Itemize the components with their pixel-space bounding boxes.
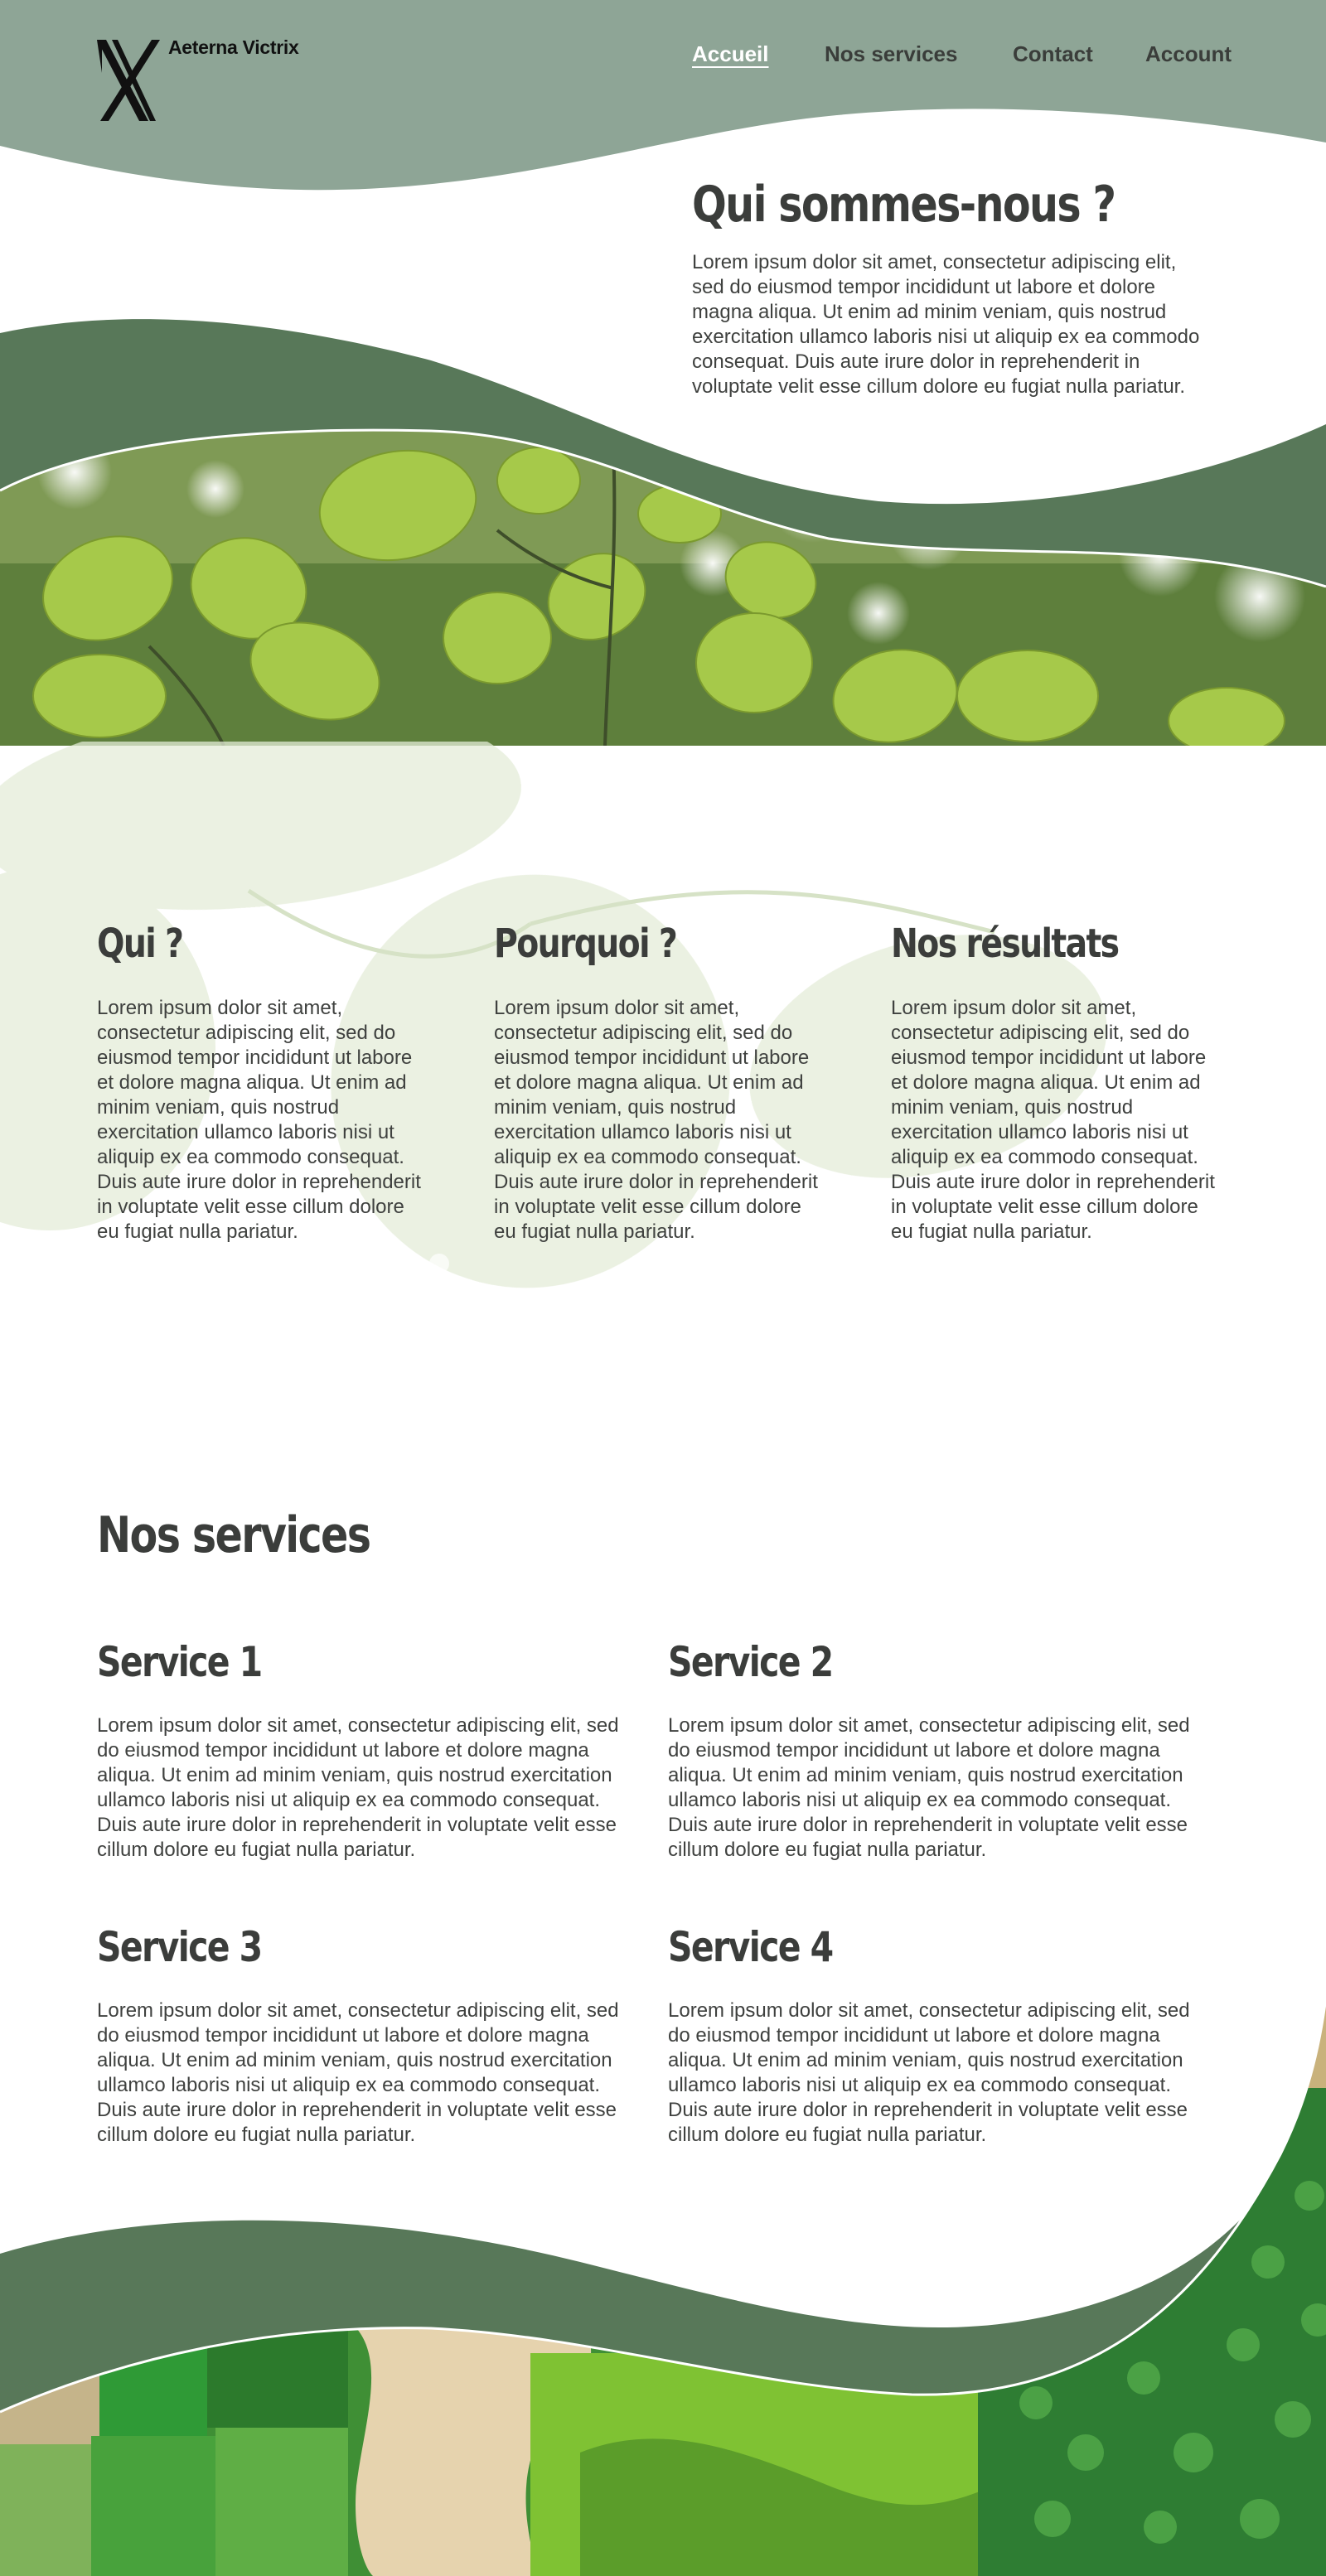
service-line: ullamco laboris nisi ut aliquip ex ea commodo consequat.	[97, 1789, 600, 1811]
about-title: Qui sommes-nous ?	[692, 176, 1115, 234]
column-title-pourquoi: Pourquoi ?	[494, 921, 677, 967]
column-line: eu fugiat nulla pariatur.	[97, 1220, 298, 1243]
service-line: ullamco laboris nisi ut aliquip ex ea commodo consequat.	[668, 1789, 1171, 1811]
header-background	[0, 0, 1326, 199]
column-line: in voluptate velit esse cillum dolore	[97, 1196, 404, 1218]
column-line: in voluptate velit esse cillum dolore	[891, 1196, 1198, 1218]
service-1-title: Service 1	[97, 1638, 262, 1686]
service-line: cillum dolore eu fugiat nulla pariatur.	[668, 2124, 987, 2146]
service-line: do eiusmod tempor incididunt ut labore et dolore magna	[668, 2024, 1160, 2047]
column-line: et dolore magna aliqua. Ut enim ad	[891, 1071, 1201, 1094]
service-line: Lorem ipsum dolor sit amet, consectetur adipiscing elit, sed	[97, 1714, 619, 1737]
column-line: minim veniam, quis nostrud	[494, 1096, 737, 1119]
column-line: eu fugiat nulla pariatur.	[494, 1220, 695, 1243]
service-4-text	[668, 1998, 1240, 2148]
service-line: ullamco laboris nisi ut aliquip ex ea commodo consequat.	[668, 2074, 1171, 2096]
brand-name[interactable]: Aeterna Victrix	[168, 36, 299, 58]
column-line: eiusmod tempor incididunt ut labore	[891, 1046, 1207, 1069]
about-line: consequat. Duis aute irure dolor in reprehenderit in	[692, 350, 1140, 373]
service-line: Duis aute irure dolor in reprehenderit in voluptate velit esse	[97, 2099, 617, 2121]
service-line: cillum dolore eu fugiat nulla pariatur.	[97, 2124, 416, 2146]
column-line: consectetur adipiscing elit, sed do	[891, 1022, 1190, 1044]
column-line: Lorem ipsum dolor sit amet,	[97, 997, 343, 1019]
service-line: Lorem ipsum dolor sit amet, consectetur adipiscing elit, sed	[668, 1714, 1190, 1737]
service-line: do eiusmod tempor incididunt ut labore et dolore magna	[668, 1739, 1160, 1762]
about-line: exercitation ullamco laboris nisi ut aliquip ex ea commodo	[692, 326, 1200, 348]
column-title-resultats: Nos résultats	[891, 921, 1119, 967]
service-4-title: Service 4	[668, 1923, 833, 1971]
column-line: aliquip ex ea commodo consequat.	[494, 1146, 801, 1168]
column-line: Duis aute irure dolor in reprehenderit	[891, 1171, 1215, 1193]
service-line: Lorem ipsum dolor sit amet, consectetur adipiscing elit, sed	[97, 1999, 619, 2022]
column-line: eiusmod tempor incididunt ut labore	[494, 1046, 810, 1069]
service-line: Lorem ipsum dolor sit amet, consectetur adipiscing elit, sed	[668, 1999, 1190, 2022]
service-line: aliqua. Ut enim ad minim veniam, quis nostrud exercitation	[668, 1764, 1183, 1786]
about-line: magna aliqua. Ut enim ad minim veniam, quis nostrud	[692, 301, 1167, 323]
column-line: minim veniam, quis nostrud	[97, 1096, 340, 1119]
column-title-qui: Qui ?	[97, 921, 183, 967]
column-line: Duis aute irure dolor in reprehenderit	[97, 1171, 421, 1193]
service-3-text	[97, 1998, 661, 2148]
service-line: do eiusmod tempor incididunt ut labore et dolore magna	[97, 1739, 589, 1762]
service-line: do eiusmod tempor incididunt ut labore et dolore magna	[97, 2024, 589, 2047]
service-line: ullamco laboris nisi ut aliquip ex ea commodo consequat.	[97, 2074, 600, 2096]
column-line: in voluptate velit esse cillum dolore	[494, 1196, 801, 1218]
column-line: exercitation ullamco laboris nisi ut	[891, 1121, 1188, 1143]
service-line: Duis aute irure dolor in reprehenderit in voluptate velit esse	[668, 2099, 1188, 2121]
nav-contact[interactable]: Contact	[1013, 41, 1093, 66]
column-line: consectetur adipiscing elit, sed do	[97, 1022, 396, 1044]
about-line: Lorem ipsum dolor sit amet, consectetur adipiscing elit,	[692, 251, 1177, 273]
column-line: Lorem ipsum dolor sit amet,	[891, 997, 1137, 1019]
service-2-text	[668, 1713, 1240, 1863]
service-3-title: Service 3	[97, 1923, 262, 1971]
nav-accueil[interactable]: Accueil	[692, 41, 769, 66]
column-line: aliquip ex ea commodo consequat.	[97, 1146, 404, 1168]
about-line: voluptate velit esse cillum dolore eu fugiat nulla pariatur.	[692, 375, 1186, 398]
column-line: exercitation ullamco laboris nisi ut	[97, 1121, 394, 1143]
column-line: aliquip ex ea commodo consequat.	[891, 1146, 1198, 1168]
column-line: eiusmod tempor incididunt ut labore	[97, 1046, 413, 1069]
logo-icon[interactable]	[97, 40, 160, 121]
services-title: Nos services	[97, 1506, 370, 1564]
column-line: et dolore magna aliqua. Ut enim ad	[494, 1071, 804, 1094]
column-line: Lorem ipsum dolor sit amet,	[494, 997, 740, 1019]
column-line: exercitation ullamco laboris nisi ut	[494, 1121, 791, 1143]
service-line: aliqua. Ut enim ad minim veniam, quis nostrud exercitation	[668, 2049, 1183, 2071]
service-line: Duis aute irure dolor in reprehenderit in voluptate velit esse	[97, 1814, 617, 1836]
about-line: sed do eiusmod tempor incididunt ut labore et dolore	[692, 276, 1156, 298]
column-line: consectetur adipiscing elit, sed do	[494, 1022, 793, 1044]
nav-account[interactable]: Account	[1145, 41, 1232, 66]
service-line: aliqua. Ut enim ad minim veniam, quis nostrud exercitation	[97, 1764, 612, 1786]
column-line: eu fugiat nulla pariatur.	[891, 1220, 1092, 1243]
column-line: et dolore magna aliqua. Ut enim ad	[97, 1071, 407, 1094]
service-2-title: Service 2	[668, 1638, 833, 1686]
about-text	[692, 250, 1289, 399]
service-line: Duis aute irure dolor in reprehenderit in voluptate velit esse	[668, 1814, 1188, 1836]
column-text-qui	[97, 996, 453, 1245]
service-line: cillum dolore eu fugiat nulla pariatur.	[97, 1839, 416, 1861]
service-line: cillum dolore eu fugiat nulla pariatur.	[668, 1839, 987, 1861]
service-1-text	[97, 1713, 661, 1863]
service-line: aliqua. Ut enim ad minim veniam, quis nostrud exercitation	[97, 2049, 612, 2071]
nav-nos-services[interactable]: Nos services	[825, 41, 958, 66]
column-line: minim veniam, quis nostrud	[891, 1096, 1134, 1119]
column-line: Duis aute irure dolor in reprehenderit	[494, 1171, 818, 1193]
column-text-pourquoi	[494, 996, 850, 1245]
column-text-resultats	[891, 996, 1256, 1245]
